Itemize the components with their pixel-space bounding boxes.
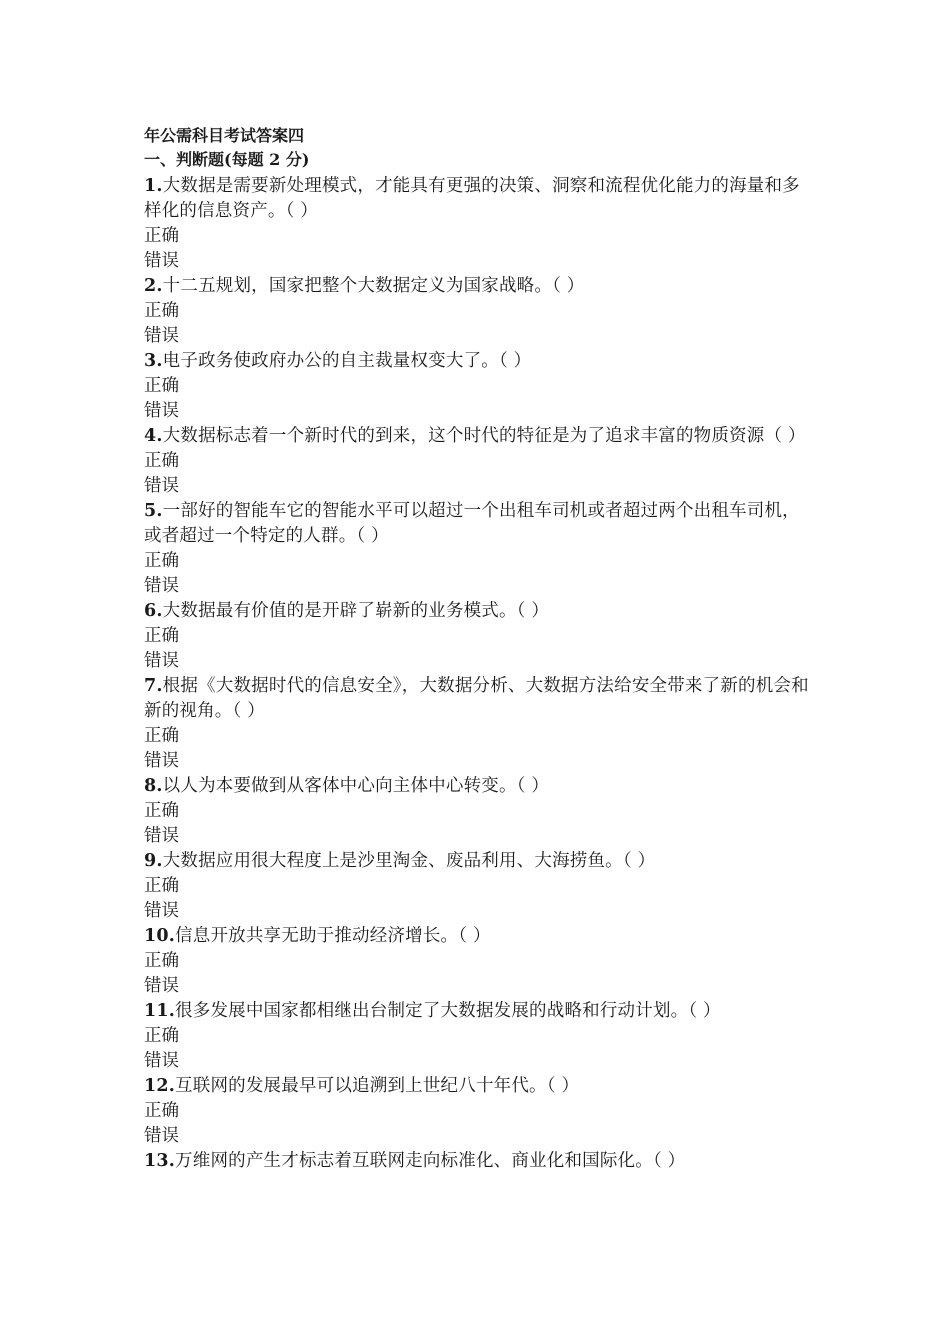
- question-item: [144, 999, 814, 1074]
- option-correct: 正确: [144, 1026, 179, 1046]
- question-item: [144, 674, 814, 774]
- section-heading: 一、判断题(每题 2 分): [144, 150, 310, 169]
- option-wrong: 错误: [144, 576, 179, 596]
- question-text: [144, 274, 814, 299]
- option-wrong: 错误: [144, 901, 179, 921]
- question-number: 10.: [144, 926, 176, 946]
- question-item: [144, 1149, 814, 1174]
- question-text: [144, 774, 814, 799]
- question-number: 6.: [144, 601, 163, 621]
- question-number: 9.: [144, 851, 163, 871]
- question-text: [144, 174, 814, 224]
- option-correct: 正确: [144, 1101, 179, 1121]
- option-correct: 正确: [144, 876, 179, 896]
- question-body: 十二五规划，国家把整个大数据定义为国家战略。（ ）: [162, 276, 585, 296]
- option-wrong: 错误: [144, 751, 179, 771]
- question-body: 大数据应用很大程度上是沙里淘金、废品利用、大海捞鱼。（ ）: [162, 851, 656, 871]
- option-correct: 正确: [144, 801, 179, 821]
- question-item: [144, 849, 814, 924]
- question-item: [144, 499, 814, 599]
- document-title: 年公需科目考试答案四: [144, 126, 305, 145]
- question-text: [144, 1149, 814, 1174]
- question-number: 3.: [144, 351, 163, 371]
- question-item: [144, 599, 814, 674]
- question-item: [144, 174, 814, 274]
- option-correct: 正确: [144, 951, 179, 971]
- question-text: [144, 674, 814, 724]
- option-wrong: 错误: [144, 826, 179, 846]
- option-wrong: 错误: [144, 401, 179, 421]
- question-text: [144, 349, 814, 374]
- option-wrong: 错误: [144, 651, 179, 671]
- question-number: 8.: [144, 776, 163, 796]
- question-number: 7.: [144, 676, 163, 696]
- question-text: [144, 849, 814, 874]
- option-wrong: 错误: [144, 1051, 179, 1071]
- question-body: 互联网的发展最早可以追溯到上世纪八十年代。（ ）: [175, 1076, 580, 1096]
- option-wrong: 错误: [144, 326, 179, 346]
- question-number: 1.: [144, 176, 163, 196]
- question-body: 大数据标志着一个新时代的到来，这个时代的特征是为了追求丰富的物质资源（ ）: [162, 426, 806, 446]
- question-body: 很多发展中国家都相继出台制定了大数据发展的战略和行动计划。（ ）: [175, 1001, 721, 1021]
- question-number: 2.: [144, 276, 163, 296]
- question-body: 根据《大数据时代的信息安全》，大数据分析、大数据方法给安全带来了新的机会和新的视角。（ ）: [144, 676, 809, 721]
- option-correct: 正确: [144, 376, 179, 396]
- question-item: [144, 774, 814, 849]
- question-text: [144, 499, 814, 549]
- question-number: 4.: [144, 426, 163, 446]
- question-body: 信息开放共享无助于推动经济增长。（ ）: [175, 926, 491, 946]
- option-correct: 正确: [144, 551, 179, 571]
- option-wrong: 错误: [144, 251, 179, 271]
- option-wrong: 错误: [144, 976, 179, 996]
- option-wrong: 错误: [144, 1126, 179, 1146]
- option-wrong: 错误: [144, 476, 179, 496]
- question-item: [144, 349, 814, 424]
- question-text: [144, 924, 814, 949]
- question-body: 电子政务使政府办公的自主裁量权变大了。（ ）: [162, 351, 532, 371]
- question-body: 大数据最有价值的是开辟了崭新的业务模式。（ ）: [162, 601, 550, 621]
- option-correct: 正确: [144, 226, 179, 246]
- question-body: 以人为本要做到从客体中心向主体中心转变。（ ）: [162, 776, 550, 796]
- question-item: [144, 1074, 814, 1149]
- question-text: [144, 999, 814, 1024]
- question-number: 13.: [144, 1151, 176, 1171]
- question-item: [144, 924, 814, 999]
- question-body: 大数据是需要新处理模式，才能具有更强的决策、洞察和流程优化能力的海量和多样化的信息资产。（ ）: [144, 176, 800, 221]
- question-item: [144, 274, 814, 349]
- option-correct: 正确: [144, 451, 179, 471]
- option-correct: 正确: [144, 626, 179, 646]
- question-item: [144, 424, 814, 499]
- question-number: 5.: [144, 501, 163, 521]
- option-correct: 正确: [144, 726, 179, 746]
- question-number: 12.: [144, 1076, 176, 1096]
- question-text: [144, 424, 814, 449]
- question-number: 11.: [144, 1001, 176, 1021]
- question-body: 一部好的智能车它的智能水平可以超过一个出租车司机或者超过两个出租车司机，或者超过一个特定的人群。（ ）: [144, 501, 800, 546]
- option-correct: 正确: [144, 301, 179, 321]
- question-body: 万维网的产生才标志着互联网走向标准化、商业化和国际化。（ ）: [175, 1151, 686, 1171]
- question-text: [144, 1074, 814, 1099]
- question-text: [144, 599, 814, 624]
- question-list: [144, 174, 814, 1174]
- document-page: [144, 124, 814, 1174]
